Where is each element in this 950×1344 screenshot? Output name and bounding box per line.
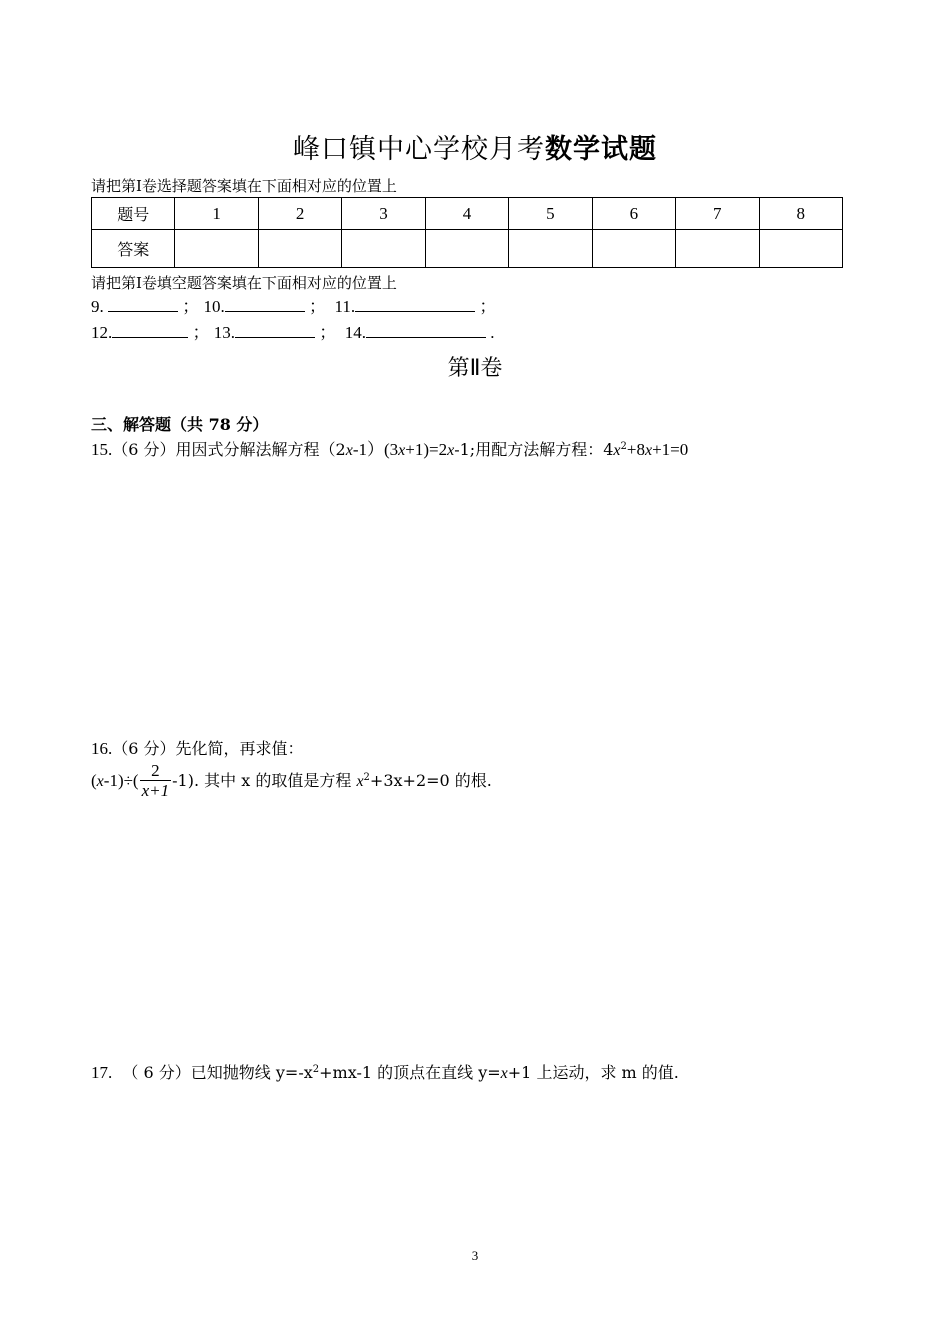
question-text: 已知抛物线 y=-x xyxy=(190,1063,313,1082)
answer-cell[interactable] xyxy=(425,230,508,268)
question-text: +1=0 xyxy=(652,440,689,459)
blank-label-11: 11. xyxy=(334,297,356,316)
blank-label-9: 9. xyxy=(91,297,104,316)
fill-instruction: 请把第Ⅰ卷填空题答案填在下面相对应的位置上 xyxy=(91,274,397,292)
fraction xyxy=(140,762,172,801)
separator: ； xyxy=(182,297,200,316)
question-text: -1). 其中 x 的取值是方程 xyxy=(172,771,352,790)
end-period: . xyxy=(490,323,495,342)
title-bold: 数学试题 xyxy=(545,134,657,165)
table-row xyxy=(92,230,843,268)
question-text: +1)=2 xyxy=(405,440,448,459)
blank-label-13: 13. xyxy=(213,323,235,342)
answer-cell[interactable] xyxy=(759,230,843,268)
question-text: +mx-1 的顶点在直线 y= xyxy=(319,1063,501,1082)
fraction-denominator: x+1 xyxy=(141,781,170,800)
blank-label-12: 12. xyxy=(91,323,113,342)
page-number: 3 xyxy=(471,1248,479,1263)
variable-x: x xyxy=(96,773,104,790)
fill-blanks-row-1 xyxy=(91,294,496,319)
variable-x: x xyxy=(500,1065,508,1082)
question-number-cell: 2 xyxy=(258,198,341,230)
question-number-cell: 6 xyxy=(592,198,675,230)
blank-13[interactable] xyxy=(235,320,315,338)
separator: ； xyxy=(192,323,210,342)
question-text: -1)÷( xyxy=(103,771,139,790)
fraction-numerator: 2 xyxy=(140,762,172,781)
question-16 xyxy=(91,737,304,761)
answer-cell[interactable] xyxy=(676,230,759,268)
question-number-cell: 7 xyxy=(676,198,759,230)
question-number-cell: 5 xyxy=(509,198,592,230)
question-16-expression xyxy=(91,762,492,801)
answer-cell[interactable] xyxy=(592,230,675,268)
answer-cell[interactable] xyxy=(175,230,258,268)
variable-x: x xyxy=(613,442,621,459)
blank-9[interactable] xyxy=(108,294,178,312)
question-text: ( xyxy=(91,771,97,790)
table-row xyxy=(92,198,843,230)
row-label-answer: 答案 xyxy=(92,230,175,268)
blank-label-14: 14. xyxy=(344,323,366,342)
question-number-cell: 4 xyxy=(425,198,508,230)
superscript: 2 xyxy=(312,1064,320,1075)
title-normal: 峰口镇中心学校月考 xyxy=(293,134,545,165)
answer-cell[interactable] xyxy=(509,230,592,268)
part-two-title: 第Ⅱ卷 xyxy=(447,356,503,381)
question-text: +3x+2=0 的根. xyxy=(369,771,492,790)
variable-x: x xyxy=(398,442,406,459)
answer-table xyxy=(91,197,843,268)
variable-x: x xyxy=(345,442,353,459)
blank-12[interactable] xyxy=(112,320,188,338)
question-score: （ 6 分） xyxy=(122,1063,191,1082)
question-text: +8 xyxy=(626,440,645,459)
question-number: 16. xyxy=(91,739,113,758)
question-score: （6 分） xyxy=(112,440,176,459)
blank-14[interactable] xyxy=(366,320,486,338)
answer-cell[interactable] xyxy=(258,230,341,268)
variable-x: x xyxy=(644,442,653,459)
choice-instruction: 请把第Ⅰ卷选择题答案填在下面相对应的位置上 xyxy=(91,177,397,195)
question-17 xyxy=(91,1061,679,1086)
question-number: 17. xyxy=(91,1063,113,1082)
question-number-cell: 8 xyxy=(759,198,843,230)
variable-x: x xyxy=(356,773,364,790)
separator: ； xyxy=(479,297,497,316)
question-number-cell: 3 xyxy=(342,198,425,230)
blank-11[interactable] xyxy=(355,294,475,312)
separator: ； xyxy=(309,297,326,316)
superscript: 2 xyxy=(620,441,627,452)
page-title xyxy=(0,130,950,170)
question-text: 先化简，再求值： xyxy=(175,739,304,758)
superscript: 2 xyxy=(363,772,370,783)
row-label-number: 题号 xyxy=(92,198,175,230)
question-score: （6 分） xyxy=(112,739,176,758)
question-text: -1;用配方法解方程：4 xyxy=(454,440,614,459)
variable-x: x xyxy=(447,442,455,459)
separator: ； xyxy=(319,323,337,342)
blank-label-10: 10. xyxy=(203,297,225,316)
question-text: 用因式分解法解方程（2 xyxy=(175,440,346,459)
blank-10[interactable] xyxy=(225,294,305,312)
question-number: 15. xyxy=(91,440,113,459)
question-text: +1 上运动，求 m 的值. xyxy=(507,1063,679,1082)
section-heading: 三、解答题（共 78 分） xyxy=(91,415,269,434)
question-text: -1）(3 xyxy=(352,440,399,459)
question-15 xyxy=(91,438,688,463)
answer-cell[interactable] xyxy=(342,230,425,268)
question-number-cell: 1 xyxy=(175,198,258,230)
fill-blanks-row-2 xyxy=(91,320,495,345)
